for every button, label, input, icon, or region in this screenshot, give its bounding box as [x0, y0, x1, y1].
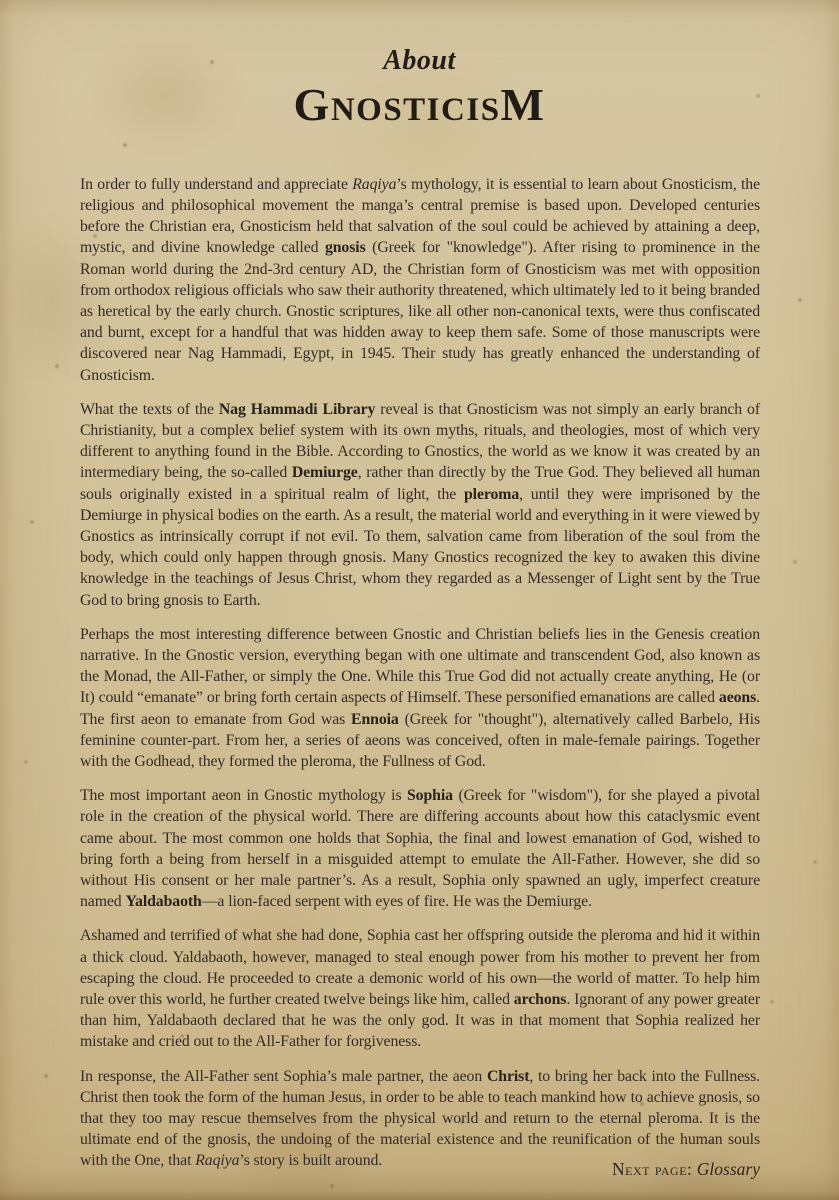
page-subtitle-about: About [383, 45, 456, 76]
paragraph-genesis: Perhaps the most interesting difference between Gnostic and Christian beliefs lies in the Genesis creation narrative. In the Gnostic version, everything began with one ultimate and transcendent God, also known as the Monad, the All-Father, or simply the One. While this True God did not actually create anything, He (or It) could “emanate” or bring forth certain aspects of Himself. These personified emanations are called aeons. The first aeon to emanate from God was Ennoia (Greek for "thought"), alternatively called Barbelo, His feminine counter-part. From her, a series of aeons was conceived, often in male-female pairings. Together with the Godhead, they formed the pleroma, the Fullness of God. [80, 625, 764, 770]
paragraph-yaldabaoth: Ashamed and terrified of what she had done, Sophia cast her offspring outside the pleroma and hid it within a thick cloud. Yaldabaoth, however, managed to steal enough power from his mother to prevent her from escaping the cloud. He proceeded to create a demonic world of his own—the world of matter. To help him rule over this world, he further created twelve beings like him, called archons. Ignorant of any power greater than him, Yaldabaoth declared that he was the only god. It was in that moment that Sophia realized her mistake and cried out to the All-Father for forgiveness. [80, 927, 764, 1051]
page-title [0, 79, 839, 132]
paragraph-nag-hammadi: What the texts of the Nag Hammadi Library reveal is that Gnosticism was not simply an early branch of Christianity, but a complex belief system with its own myths, rituals, and theologies, most of which very different to anything found in the Bible. According to Gnostics, the world as we know it was created by an intermediary being, the so-called Demiurge, rather than directly by the True God. They believed all human souls originally existed in a spiritual realm of light, the pleroma, until they were imprisoned by the Demiurge in physical bodies on the earth. As a result, the material world and everything in it were viewed by Gnostics as intrinsically corrupt if not evil. To them, salvation came from liberation of the soul from the body, which could only happen through gnosis. Many Gnostics recognized the key to awaken this divine knowledge in the teachings of Jesus Christ, whom they regarded as a Messenger of Light sent by the True God to bring gnosis to Earth. [80, 400, 764, 609]
article-body [0, 174, 839, 1172]
title-lead-cap: G [293, 78, 331, 130]
title-tail-cap: M [500, 78, 546, 130]
paragraph-sophia: The most important aeon in Gnostic mythology is Sophia (Greek for "wisdom"), for she played a pivotal role in the creation of the physical world. There are differing accounts about how this cataclysmic event came about. The most common one holds that Sophia, the final and lowest emanation of God, wished to bring forth a being from herself in a misguided attempt to emulate the All-Father. However, she did so without His consent or her male partner’s. As a result, Sophia only spawned an ugly, imperfect creature named Yaldabaoth—a lion-faced serpent with eyes of fire. He was the Demiurge. [80, 787, 764, 911]
title-small-caps: NOSTICIS [330, 91, 501, 128]
next-page-label: Next page: [611, 1159, 693, 1179]
next-page-target: Glossary [696, 1159, 760, 1179]
page-footer [612, 1159, 760, 1180]
paragraph-christ: In response, the All-Father sent Sophia’s male partner, the aeon Christ, to bring her back into the Fullness. Christ then took the form of the human Jesus, in order to be able to teach mankind how to achieve gnosis, so that they too may rescue themselves from the physical world and return to the eternal pleroma. It is the ultimate end of the gnosis, the undoing of the material existence and the reunification of the human souls with the One, that Raqiya’s story is built around. [80, 1067, 764, 1170]
page-header [0, 0, 839, 132]
paragraph-intro: In order to fully understand and appreciate Raqiya’s mythology, it is essential to learn about Gnosticism, the religious and philosophical movement the manga’s central premise is based upon. Developed centuries before the Christian era, Gnosticism held that salvation of the soul could be achieved by attaining a deep, mystic, and divine knowledge called gnosis (Greek for "knowledge"). After rising to prominence in the Roman world during the 2nd-3rd century AD, the Christian form of Gnosticism was met with opposition from orthodox religious officials who saw their authority threatened, which ultimately led to it being branded as heretical by the early church. Gnostic scriptures, like all other non-canonical texts, were thus confiscated and burnt, except for a handful that was hidden away to keep them safe. Some of those manuscripts were discovered near Nag Hammadi, Egypt, in 1945. Their study has greatly enhanced the understanding of Gnosticism. [80, 175, 764, 384]
